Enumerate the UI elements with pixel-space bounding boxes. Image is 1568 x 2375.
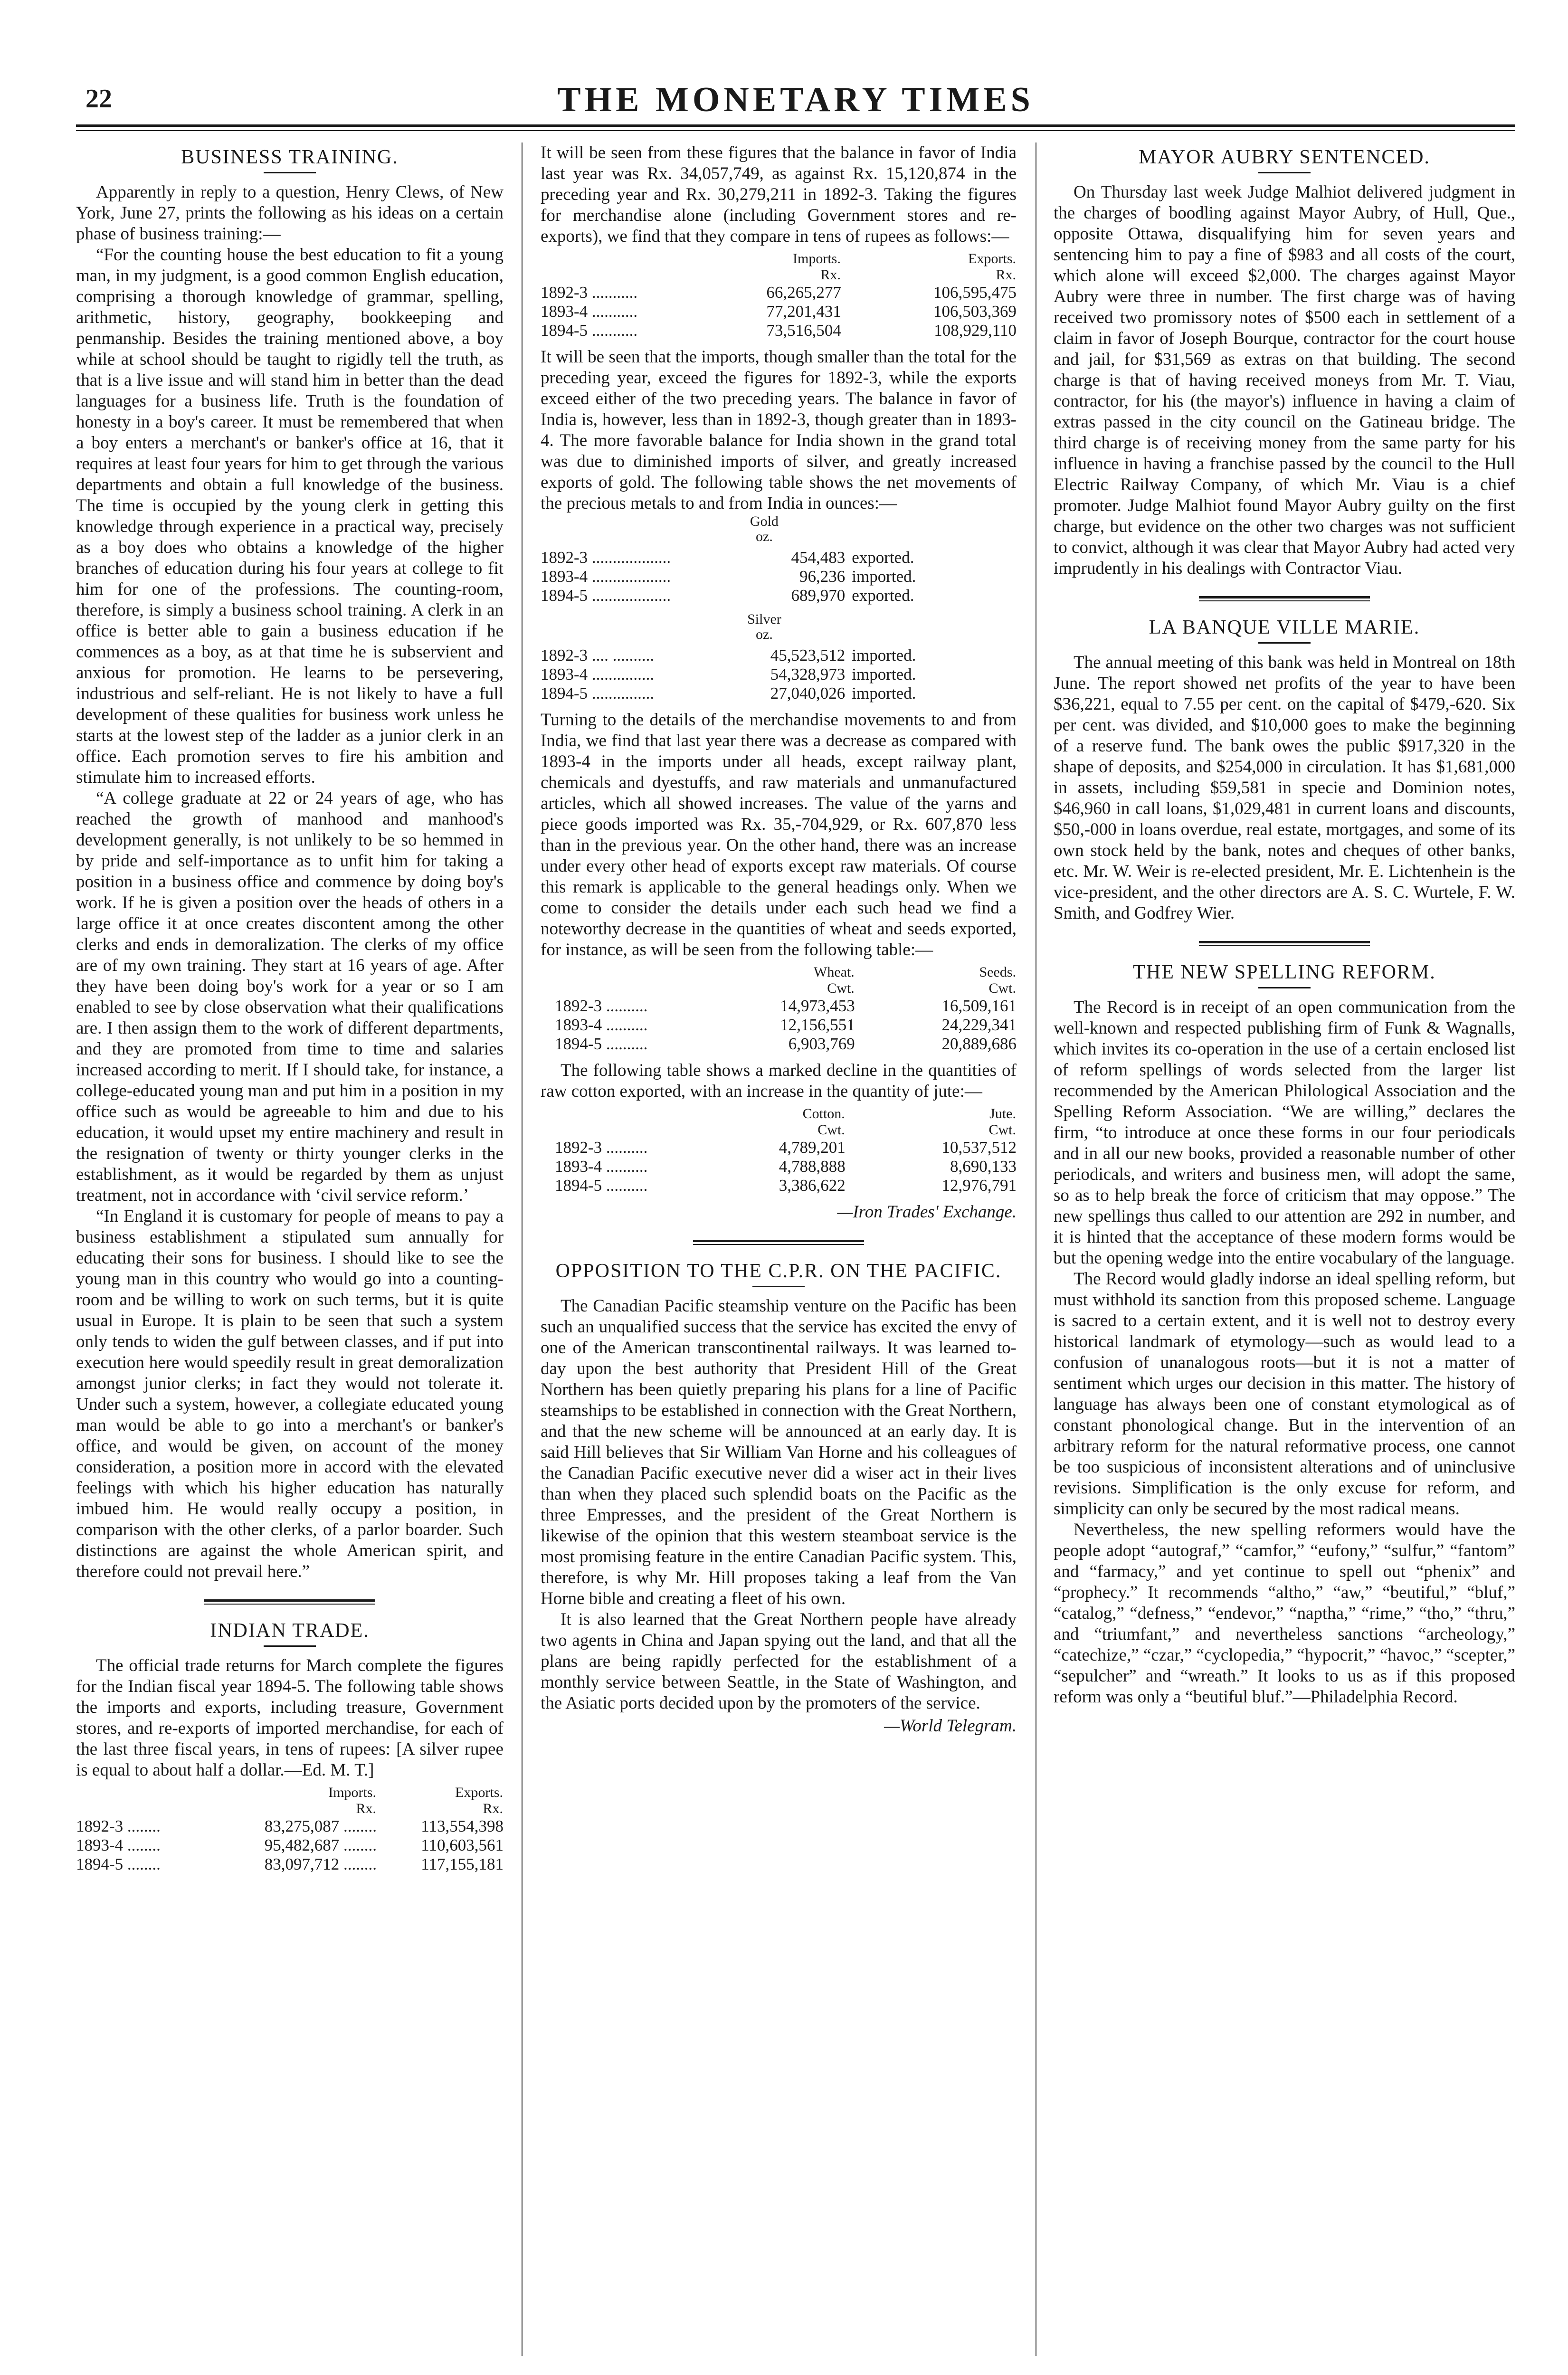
cotton-jute-table xyxy=(555,1106,1017,1195)
table-header: Cotton. xyxy=(802,1106,845,1121)
article-paragraph: It is also learned that the Great Northern people have already two agents in China and Japan spying out the land, and that all the plans are being rapidly perfected for the establishment of a monthly service between Seattle, in the State of Washington, and the Asiatic ports decided upon by the promoters of the service. xyxy=(541,1610,1017,1713)
table-cell: 1893-4 ............... xyxy=(541,665,655,684)
table-cell: 66,265,277 xyxy=(766,283,841,302)
table-cell: 1892-3 ........ xyxy=(76,1817,161,1835)
heading-dash xyxy=(1258,987,1311,988)
table-unit: Cwt. xyxy=(827,980,855,996)
table-cell: 1893-4 ................... xyxy=(541,567,671,586)
table-cell: 1892-3 ................... xyxy=(541,548,671,567)
table-cell: exported. xyxy=(852,586,914,605)
column-3 xyxy=(1054,142,1515,2356)
table-row xyxy=(541,665,1017,684)
article-paragraph: On Thursday last week Judge Malhiot delivered judgment in the charges of boodling against Mayor Aubry, of Hull, Que., opposite Ottawa, disqualifying him for seven years and sentencing him to pay a fine of $983 and all costs of the court, which alone will exceed $2,000. The charges against Mayor Aubry were three in number. The first charge was of having received two promissory notes of $500 each in settlement of a claim in favor of Joseph Bourque, contractor for the court house and jail, for $31,569 as extras on that building. The second charge is that of having received moneys from Mr. T. Viau, contractor, for his (the mayor's) influence in having a claim of extras passed in the city council on the Gatineau bridge. The third charge is of receiving money from the same party for his influence in having a franchise passed by the council to the Hull Electric Railway Company, of which Mr. Viau is a chief promoter. Judge Malhiot found Mayor Aubry guilty on the first charge, but evidence on the other two charges was not sufficient to convict, although it was clear that Mayor Aubry had acted very imprudently in his dealings with Contractor Viau. xyxy=(1054,182,1515,578)
table-header-row xyxy=(555,1106,1017,1122)
table-cell: 1894-5 .......... xyxy=(555,1035,648,1053)
table-cell: exported. xyxy=(852,548,914,567)
table-header xyxy=(555,964,694,980)
masthead-rule-thin xyxy=(76,130,1515,131)
table-row xyxy=(541,283,1017,302)
table-cell: imported. xyxy=(852,567,916,586)
article-heading: OPPOSITION TO THE C.P.R. ON THE PACIFIC. xyxy=(555,1260,1002,1282)
masthead-rule-thick xyxy=(76,124,1515,127)
article-paragraph: The Record is in receipt of an open communication from the well-known and respected publishing firm of Funk & Wagnalls, which invites its co-operation in the use of a certain enclosed list of reform spellings of words selected from the larger list recommended by the American Philological Association and the Spelling Reform Association. “We are willing,” declares the firm, “to introduce at once these forms in our four periodicals and in all our new books, provided a reasonable number of other periodicals, and writers and business men, will adopt the same, so as to help break the force of criticism that may oppose.” The new spellings thus called to our attention are 292 in number, and it is hinted that the acceptance of these modern forms would be but the opening wedge into the entire vocabulary of the language. xyxy=(1054,998,1515,1268)
table-unit: Rx. xyxy=(820,267,841,283)
table-cell: 1894-5 .......... xyxy=(555,1176,648,1195)
article-paragraph: The annual meeting of this bank was held in Montreal on 18th June. The report showed net profits of the year to have been $36,221, equal to 7.55 per cent. on the capital of $479,-620. Six per cent. was divided, and $10,000 goes to make the beginning of a reserve fund. The bank owes the public $917,320 in the shape of deposits, and $254,000 in circulation. It has $1,681,000 in assets, including $59,581 in specie and Dominion notes, $46,960 in call loans, $1,029,481 in current loans and discounts, $50,-000 in loans overdue, real estate, mortgages, and some of its own stock held by the bank, notes and cheques of other banks, etc. Mr. W. Weir is re-elected president, Mr. E. Lichtenhein is the vice-president, and the other directors are A. S. C. Wurtele, F. W. Smith, and Godfrey Wier. xyxy=(1054,653,1515,923)
table-header: Imports. xyxy=(328,1785,377,1800)
table-row xyxy=(76,1855,504,1874)
table-header-row xyxy=(541,251,1017,267)
article-separator xyxy=(693,1240,864,1245)
table-cell: 83,097,712 ........ xyxy=(264,1855,377,1873)
article-separator xyxy=(1199,941,1370,946)
table-cell: 1892-3 .......... xyxy=(555,1138,648,1157)
heading-dash xyxy=(752,1286,805,1287)
silver-table xyxy=(541,646,1017,703)
table-cell: imported. xyxy=(852,646,916,665)
table-cell: 10,537,512 xyxy=(941,1138,1017,1157)
table-cell: 1894-5 ............... xyxy=(541,684,655,703)
table-unit: Rx. xyxy=(483,1801,503,1816)
article-heading: BUSINESS TRAINING. xyxy=(181,146,399,168)
table-row xyxy=(541,321,1017,340)
table-cell: 3,386,622 xyxy=(779,1176,846,1195)
table-row xyxy=(555,1157,1017,1176)
article-paragraph: “In England it is customary for people of means to pay a business establishment a stipulated sum annually for educating their sons for business. I should like to see the young man in this country who would go into a counting-room and be willing to work on such terms, but it is quite usual in Europe. It is plain to be seen that such a system only tends to widen the gulf between classes, and if put into execution here would speedily result in great demoralization amongst junior clerks; in fact they would not tolerate it. Under such a system, however, a collegiate educated young man would be able to go into a merchant's or banker's office, and would be given, on account of the money consideration, a position more in accord with the elevated feelings with which his higher education has naturally imbued him. He would really occupy a position, in comparison with the other clerks, of a parlor boarder. Such distinctions are against the whole American spirit, and therefore could not prevail here.” xyxy=(76,1206,504,1581)
masthead xyxy=(76,66,1515,138)
table-header: Exports. xyxy=(455,1785,503,1800)
article-heading: LA BANQUE VILLE MARIE. xyxy=(1149,617,1420,638)
article-heading: INDIAN TRADE. xyxy=(210,1620,370,1642)
table-unit-row xyxy=(555,980,1017,997)
article-heading: MAYOR AUBRY SENTENCED. xyxy=(1139,146,1430,168)
table-cell: 454,483 xyxy=(791,548,846,567)
column-divider xyxy=(522,142,523,2356)
table-row xyxy=(555,997,1017,1016)
table-cell: 113,554,398 xyxy=(421,1817,504,1835)
table-unit xyxy=(555,1122,694,1138)
table-row xyxy=(541,646,1017,665)
gold-label: Gold xyxy=(750,513,779,529)
table-cell: 689,970 xyxy=(791,586,846,605)
article-heading: THE NEW SPELLING REFORM. xyxy=(1133,961,1436,983)
table-cell: 83,275,087 ........ xyxy=(264,1817,377,1835)
table-cell: 106,595,475 xyxy=(933,283,1017,302)
table-unit-row xyxy=(541,267,1017,283)
heading-dash xyxy=(1258,642,1311,644)
table-cell: 95,482,687 ........ xyxy=(264,1836,377,1854)
publication-title: THE MONETARY TIMES xyxy=(557,80,1034,119)
table-row xyxy=(541,586,1017,605)
table-cell: 54,328,973 xyxy=(770,665,846,684)
table-cell: 1892-3 .... .......... xyxy=(541,646,655,665)
table-header: Seeds. xyxy=(979,964,1016,980)
table-cell: 20,889,686 xyxy=(941,1035,1017,1053)
table-unit: Cwt. xyxy=(988,1122,1016,1138)
table-cell: 1892-3 ........... xyxy=(541,283,638,302)
table-cell: 1892-3 .......... xyxy=(555,997,648,1015)
table-cell: 45,523,512 xyxy=(770,646,846,665)
table-header: Wheat. xyxy=(814,964,855,980)
table-row xyxy=(555,1035,1017,1054)
table-cell: 110,603,561 xyxy=(421,1836,504,1854)
table-cell: 1893-4 ........... xyxy=(541,302,638,321)
article-paragraph: Turning to the details of the merchandise movements to and from India, we find that last year there was a decrease as compared with 1893-4 in the imports under all heads, except railway plant, chemicals and dyestuffs, and raw materials and unmanufactured articles, which all showed increases. The value of the yarns and piece goods imported was Rx. 35,-704,929, or Rx. 607,870 less than in the previous year. On the other hand, there was an increase under every other head of exports except raw materials. Of course this remark is applicable to the general headings only. When we come to consider the details under each such head we find a noteworthy decrease in the quantities of wheat and seeds exported, for instance, as will be seen from the following table:— xyxy=(541,710,1017,960)
table-row xyxy=(76,1836,504,1855)
table-header: Jute. xyxy=(989,1106,1016,1121)
table-unit xyxy=(555,980,694,997)
columns xyxy=(76,142,1515,2356)
table-cell: 1894-5 ........ xyxy=(76,1855,161,1873)
column-2 xyxy=(541,142,1017,2356)
table-row xyxy=(76,1817,504,1836)
table-cell: 12,976,791 xyxy=(941,1176,1017,1195)
table-cell: 1893-4 ........ xyxy=(76,1836,161,1854)
table-cell: 73,516,504 xyxy=(766,321,841,340)
heading-dash xyxy=(264,172,316,173)
table-header: Imports. xyxy=(793,251,841,266)
table-row xyxy=(541,302,1017,321)
trade-table-merchandise xyxy=(541,251,1017,340)
table-unit xyxy=(541,267,684,283)
table-cell: 1894-5 ........... xyxy=(541,321,638,340)
silver-label: Silver xyxy=(747,611,781,627)
table-cell: 117,155,181 xyxy=(421,1855,504,1873)
table-row xyxy=(541,548,1017,567)
table-cell: 6,903,769 xyxy=(788,1035,855,1053)
table-cell: 1893-4 .......... xyxy=(555,1016,648,1034)
article-paragraph: It will be seen from these figures that the balance in favor of India last year was Rx. 34,057,749, as against Rx. 15,120,874 in the preceding year and Rx. 30,279,211 in 1892-3. Taking the figures for merchandise alone (including Government stores and re-exports), we find that they compare in tens of rupees as follows:— xyxy=(541,143,1017,246)
article-paragraph: Nevertheless, the new spelling reformers would have the people adopt “autograf,” “camfor,” “eufony,” “sulfur,” “fantom” and “farmacy,” and yet continue to spell out “phenix” and “prophecy.” It recommends “altho,” “aw,” “beutiful,” “bluf,” “catalog,” “defness,” “endevor,” “naptha,” “rime,” “tho,” “thru,” and “triumfant,” and nevertheless sanctions “archeology,” “catechize,” “czar,” “cyclopedia,” “hypocrit,” “havoc,” “scepter,” “sepulcher” and “wreath.” It looks to us as if this proposed reform was only a “beutiful bluf.”—Philadelphia Record. xyxy=(1054,1520,1515,1707)
newspaper-page xyxy=(76,66,1515,2361)
article-separator xyxy=(1199,596,1370,601)
article-separator xyxy=(204,1599,375,1605)
article-paragraph: Apparently in reply to a question, Henry Clews, of New York, June 27, prints the following as his ideas on a certain phase of business training:— xyxy=(76,182,504,244)
table-cell: 4,788,888 xyxy=(779,1157,846,1176)
table-unit: Rx. xyxy=(996,267,1016,283)
gold-table xyxy=(541,548,1017,605)
silver-unit: oz. xyxy=(756,627,773,642)
table-cell: 108,929,110 xyxy=(934,321,1017,340)
table-cell: 1893-4 .......... xyxy=(555,1157,648,1176)
table-header xyxy=(76,1785,204,1801)
table-cell: 106,503,369 xyxy=(933,302,1017,321)
table-unit: Cwt. xyxy=(817,1122,845,1138)
table-header-row xyxy=(76,1785,504,1801)
heading-dash xyxy=(1258,172,1311,173)
table-cell: 24,229,341 xyxy=(941,1016,1017,1034)
article-paragraph: “A college graduate at 22 or 24 years of age, who has reached the growth of manhood and manhood's development generally, is not unlikely to be so hemmed in by pride and self-importance as to unfit him for taking a position in a business office and commence by doing boy's work. If he is given a position over the heads of others in a large office it at once creates discontent among the other clerks and ends in demoralization. The clerks of my office are of my own training. They start at 16 years of age. After they have been doing boy's work for a year or so I am enabled to see by close observation what their qualifications are. I then assign them to the work of different departments, and they are promoted from time to time and salaries increased according to merit. If I should take, for instance, a college-educated young man and put him in a position in my office such as would be agreeable to him and due to his education, it would upset my entire machinery and result in the resignation of twenty or thirty younger clerks in the establishment, as it would be regarded by them as unjust treatment, not in accordance with ‘civil service reform.’ xyxy=(76,788,504,1205)
table-unit xyxy=(76,1801,204,1817)
table-cell: imported. xyxy=(852,665,916,684)
table-cell: 12,156,551 xyxy=(780,1016,855,1034)
table-cell: 77,201,431 xyxy=(766,302,841,321)
table-cell: 8,690,133 xyxy=(950,1157,1017,1176)
table-row xyxy=(555,1016,1017,1035)
heading-dash xyxy=(264,1645,316,1647)
table-unit-row xyxy=(555,1122,1017,1138)
table-unit: Cwt. xyxy=(988,980,1016,996)
table-header: Exports. xyxy=(968,251,1016,266)
article-paragraph: It will be seen that the imports, though smaller than the total for the preceding year, exceed the figures for 1892-3, while the exports exceed either of the two preceding years. The balance in favor of India is, however, less than in 1892-3, though greater than in 1893-4. The more favorable balance for India shown in the grand total was due to diminished imports of silver, and greatly increased exports of gold. The following table shows the net movements of the precious metals to and from India in ounces:— xyxy=(541,347,1017,513)
article-paragraph: The Canadian Pacific steamship venture on the Pacific has been such an unqualified success that the service has excited the envy of one of the American transcontinental railways. It was learned to-day upon the best authority that President Hill of the Great Northern has been quietly preparing his plans for a line of Pacific steamships to be established in connection with the Great Northern, and that the new scheme will be announced at an early day. It is said Hill believes that Sir William Van Horne and his colleagues of the Canadian Pacific executive never did a wiser act in their lives than when they placed such splendid boats on the Pacific as the three Empresses, and the president of the Great Northern is likewise of the opinion that this western steamboat service is the most promising feature in the entire Canadian Pacific system. This, therefore, is why Mr. Hill proposes taking a leaf from the Van Horne bible and creating a fleet of his own. xyxy=(541,1296,1017,1608)
article-source: —World Telegram. xyxy=(884,1716,1017,1736)
table-cell: imported. xyxy=(852,684,916,703)
table-row xyxy=(541,684,1017,703)
trade-table-totals xyxy=(76,1785,504,1874)
column-1 xyxy=(76,142,504,2356)
article-source: —Iron Trades' Exchange. xyxy=(837,1202,1017,1222)
wheat-seeds-table xyxy=(555,964,1017,1054)
table-row xyxy=(555,1176,1017,1195)
table-unit-row xyxy=(76,1801,504,1817)
table-cell: 27,040,026 xyxy=(770,684,846,703)
article-paragraph: The following table shows a marked decline in the quantities of raw cotton exported, with an increase in the quantity of jute:— xyxy=(541,1061,1017,1101)
gold-unit: oz. xyxy=(756,529,773,544)
table-cell: 1894-5 ................... xyxy=(541,586,671,605)
table-header-row xyxy=(555,964,1017,980)
table-cell: 96,236 xyxy=(799,567,846,586)
table-header xyxy=(541,251,684,267)
table-cell: 4,789,201 xyxy=(779,1138,846,1157)
table-cell: 14,973,453 xyxy=(780,997,855,1015)
article-paragraph: The official trade returns for March complete the figures for the Indian fiscal year 1894-5. The following table shows the imports and exports, including treasure, Government stores, and re-exports of imported merchandise, for each of the last three fiscal years, in tens of rupees: [A silver rupee is equal to about half a dollar.—Ed. M. T.] xyxy=(76,1656,504,1780)
table-unit: Rx. xyxy=(356,1801,377,1816)
article-paragraph: The Record would gladly indorse an ideal spelling reform, but must withhold its sanction from this proposed scheme. Language is sacred to a certain extent, and it is well not to destroy every historical landmark of etymology—such as would lead to a confusion of unanalogous roots—but it is not a matter of sentiment which urges our decision in this matter. The history of language has always been one of constant etymological as of constant phonological change. But in the intervention of an arbitrary reform for the natural reformative process, one cannot be too suspicious of inconsistent alterations and of uninclusive revisions. Simplification is the only excuse for reform, and simplicity can only be secured by the most radical means. xyxy=(1054,1269,1515,1519)
table-header xyxy=(555,1106,694,1122)
page-number: 22 xyxy=(86,84,112,114)
table-cell: 16,509,161 xyxy=(941,997,1017,1015)
table-row xyxy=(541,567,1017,586)
table-row xyxy=(555,1138,1017,1157)
article-paragraph: “For the counting house the best education to fit a young man, in my judgment, is a good common English education, comprising a thorough knowledge of grammar, spelling, arithmetic, history, geography, bookkeeping and penmanship. Besides the training mentioned above, a boy while at school should be taught to rigidly tell the truth, as that is a live issue and will stand him in better than the dead languages for a business life. Truth is the foundation of honesty in a boy's career. It must be remembered that when a boy enters a merchant's or banker's office at 16, that it requires at least four years for him to get through the various departments and obtain a full knowledge of the business. The time is occupied by the young clerk in getting this knowledge through experience in a practical way, precisely as a boy does who obtains a knowledge of the higher branches of education during his four years at college to fit him for one of the professions. The counting-room, therefore, is simply a business school training. A clerk in an office is better able to gain a business education if he commences as a boy, as at that time he is subservient and anxious for promotion. He learns to be persevering, industrious and self-reliant. He is not likely to have a full development of these qualities for business work unless he starts at the lowest step of the ladder as a junior clerk in an office. Each promotion serves to fire his ambition and stimulate him to increased efforts. xyxy=(76,245,504,787)
